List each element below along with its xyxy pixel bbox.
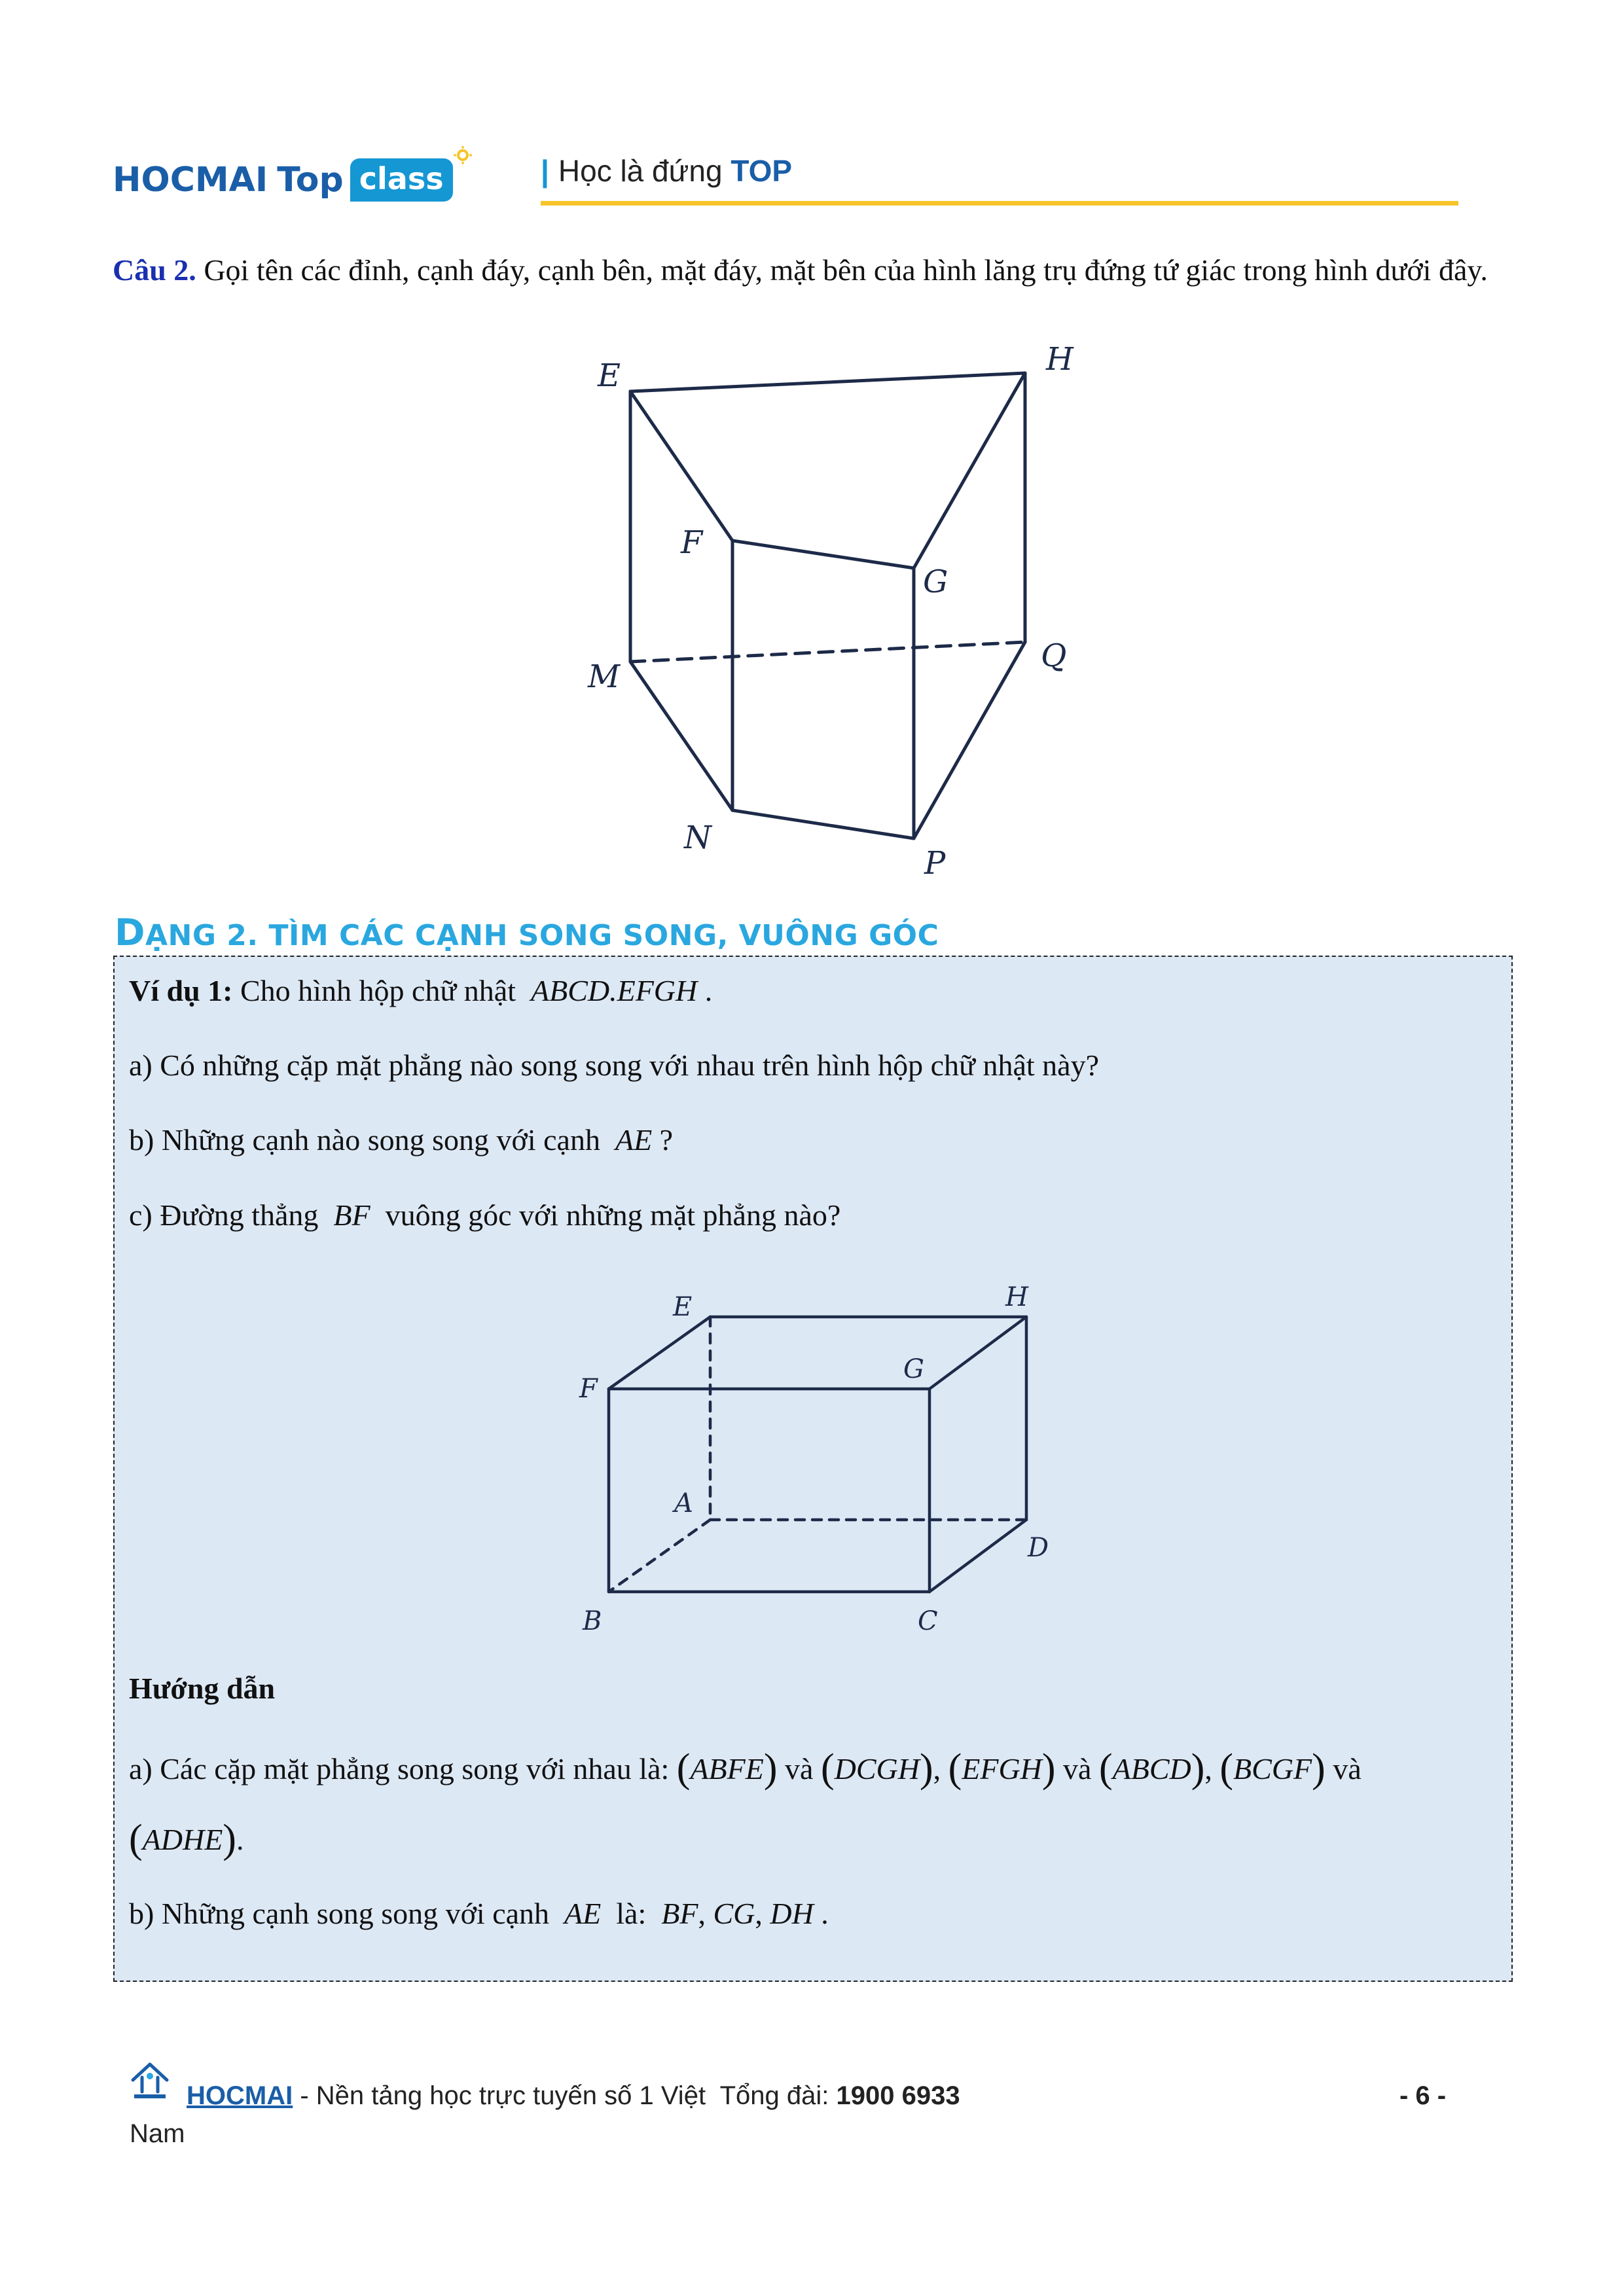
answer-b-edge: AE bbox=[564, 1897, 602, 1930]
qc-text: c) Đường thẳng bbox=[129, 1198, 319, 1232]
header-divider bbox=[541, 201, 1458, 206]
logo-word-hocmai: HOCMAI bbox=[113, 160, 268, 200]
footer-wrap: Nam bbox=[130, 2119, 185, 2148]
footer-hotline-label: Tổng đài: bbox=[719, 2081, 829, 2110]
guide-heading bbox=[129, 1669, 275, 1708]
qc-line: BF bbox=[333, 1198, 370, 1232]
header-tagline bbox=[541, 153, 792, 188]
plane-BCGF: BCGF bbox=[1233, 1752, 1312, 1785]
vertex-label-F: F bbox=[681, 524, 703, 561]
plane-ABCD: ABCD bbox=[1112, 1752, 1191, 1785]
example-intro-text: Cho hình hộp chữ nhật bbox=[240, 974, 516, 1007]
box-figure bbox=[569, 1263, 1067, 1643]
vertex-label-E: E bbox=[673, 1292, 693, 1322]
example-question-c bbox=[129, 1196, 840, 1235]
answer-a-line1: a) Các cặp mặt phẳng song song với nhau là: (ABFE) và (DCGH), (EFGH) và (ABCD), (BCGF) và bbox=[129, 1746, 1362, 1791]
answer-b-la: là: bbox=[616, 1897, 647, 1930]
edge-GH bbox=[914, 373, 1025, 568]
vertex-label-A: A bbox=[674, 1488, 693, 1518]
footer-slogan: - Nền tảng học trực tuyến số 1 Việt bbox=[300, 2081, 706, 2110]
page-number: - 6 - bbox=[1399, 2081, 1447, 2110]
qb-mark: ? bbox=[659, 1123, 674, 1157]
and-2: và bbox=[1063, 1752, 1092, 1785]
section-heading-initial: D bbox=[115, 912, 145, 954]
example-question-b bbox=[129, 1121, 673, 1160]
vertex-label-M: M bbox=[588, 658, 621, 695]
example-intro-end: . bbox=[704, 974, 713, 1007]
edge-DH: DH bbox=[770, 1897, 814, 1930]
box-name: ABCD.EFGH bbox=[531, 974, 698, 1007]
hocmai-topclass-logo bbox=[113, 157, 453, 203]
qc-text-end: vuông góc với những mặt phẳng nào? bbox=[385, 1198, 841, 1232]
prism-figure bbox=[576, 327, 1100, 903]
edge-PQ bbox=[914, 642, 1025, 838]
edge-FE bbox=[609, 1317, 710, 1389]
logo-class-badge bbox=[350, 158, 453, 202]
edge-EH bbox=[630, 373, 1025, 391]
guide-title: Hướng dẫn bbox=[129, 1672, 276, 1705]
vertex-label-P: P bbox=[924, 845, 946, 882]
plane-EFGH: EFGH bbox=[962, 1752, 1042, 1785]
example-label: Ví dụ 1: bbox=[129, 974, 233, 1007]
edge-MN bbox=[630, 662, 732, 810]
section-heading bbox=[115, 912, 939, 954]
tagline-bar: | bbox=[541, 154, 549, 188]
and-1: và bbox=[785, 1752, 814, 1785]
vertex-label-H: H bbox=[1005, 1282, 1028, 1312]
edge-NP bbox=[732, 810, 914, 838]
qb-edge: AE bbox=[615, 1123, 653, 1157]
plane-ABFE: ABFE bbox=[690, 1752, 764, 1785]
edge-MQ-hidden bbox=[630, 642, 1025, 662]
answer-b-text: b) Những cạnh song song với cạnh bbox=[129, 1897, 550, 1930]
edge-CD bbox=[929, 1520, 1026, 1592]
footer-brand-link[interactable]: HOCMAI bbox=[187, 2081, 293, 2110]
hocmai-house-icon bbox=[129, 2060, 171, 2101]
vertex-label-E: E bbox=[598, 357, 621, 394]
edge-CG: CG bbox=[713, 1897, 755, 1930]
sun-icon bbox=[453, 145, 473, 165]
section-heading-part1: ẠNG 2. T bbox=[145, 919, 289, 952]
question-label: Câu 2. bbox=[113, 253, 196, 287]
answer-a-text: a) Các cặp mặt phẳng song song với nhau là: bbox=[129, 1752, 670, 1785]
vertex-label-G: G bbox=[903, 1354, 924, 1384]
example-question-a: a) Có những cặp mặt phẳng nào song song với nhau trên hình hộp chữ nhật này? bbox=[129, 1049, 1099, 1082]
example-intro bbox=[129, 971, 712, 1011]
vertex-label-F: F bbox=[579, 1374, 598, 1404]
answer-b: b) Những cạnh song song với cạnh AE là: BF, CG, DH . bbox=[129, 1897, 829, 1930]
question-2 bbox=[113, 249, 1513, 292]
vertex-label-G: G bbox=[923, 564, 948, 600]
footer-line bbox=[187, 2081, 960, 2111]
vertex-label-D: D bbox=[1028, 1533, 1049, 1563]
and-3: và bbox=[1333, 1752, 1362, 1785]
edge-GH bbox=[929, 1317, 1026, 1389]
vertex-label-H: H bbox=[1046, 341, 1074, 378]
plane-ADHE: ADHE bbox=[142, 1823, 223, 1856]
vertex-label-N: N bbox=[684, 819, 712, 856]
plane-DCGH: DCGH bbox=[834, 1752, 920, 1785]
answer-a-line2: (ADHE). bbox=[129, 1817, 244, 1861]
tagline-text: Học là đứng bbox=[558, 154, 723, 188]
edge-BF: BF bbox=[661, 1897, 698, 1930]
edge-EF bbox=[630, 391, 732, 541]
tagline-top: TOP bbox=[731, 154, 793, 188]
logo-word-class: class bbox=[359, 161, 444, 196]
vertex-label-C: C bbox=[918, 1606, 938, 1636]
edge-FG bbox=[732, 541, 914, 568]
vertex-label-Q: Q bbox=[1041, 637, 1067, 674]
question-text: Gọi tên các đỉnh, cạnh đáy, cạnh bên, mặt đáy, mặt bên của hình lăng trụ đứng tứ giác trong hình dưới đây. bbox=[204, 253, 1488, 287]
qb-text: b) Những cạnh nào song song với cạnh bbox=[129, 1123, 600, 1157]
footer-hotline: 1900 6933 bbox=[836, 2081, 960, 2110]
edge-AB-hidden bbox=[609, 1520, 710, 1592]
section-heading-part2: ÌM CÁC CẠNH SONG SONG, VUÔNG GÓC bbox=[288, 919, 939, 952]
logo-word-top: Top bbox=[277, 160, 344, 200]
vertex-label-B: B bbox=[583, 1606, 602, 1636]
